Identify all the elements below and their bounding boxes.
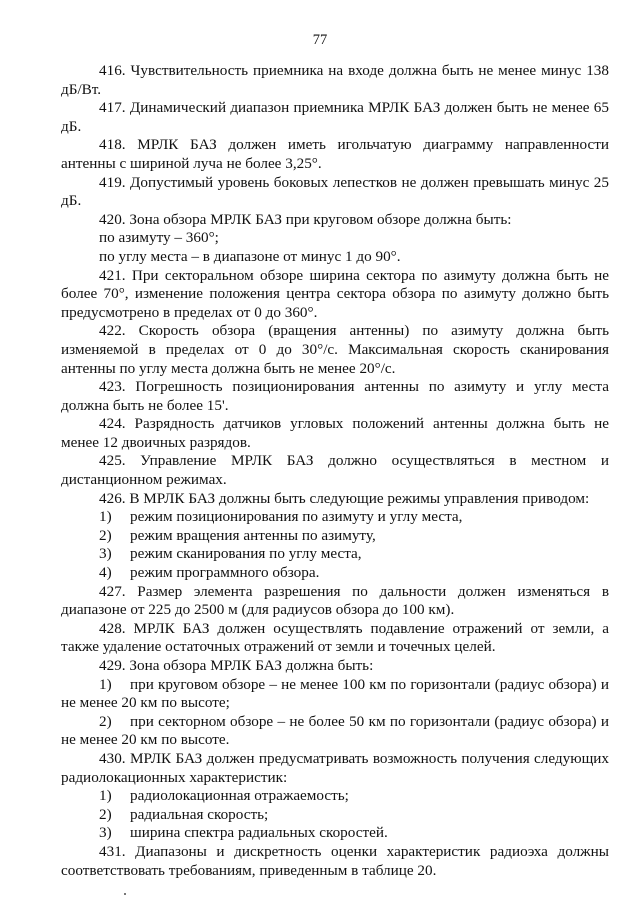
- page-number: 77: [312, 32, 328, 48]
- list-number: 4): [99, 564, 112, 582]
- paragraph-428: 428. МРЛК БАЗ должен осуществлять подавление отражений от земли, а также удаление остаточных отражений от земли и точечных целей.: [61, 619, 609, 656]
- list-text: режим сканирования по углу места,: [130, 545, 362, 563]
- list-text: ширина спектра радиальных скоростей.: [130, 824, 388, 842]
- list-item-426-1: [61, 508, 609, 527]
- list-number: 1): [99, 508, 112, 526]
- list-text: радиальная скорость;: [130, 805, 269, 823]
- paragraph-429: 429. Зона обзора МРЛК БАЗ должна быть:: [99, 657, 374, 674]
- list-item-429-2: [61, 713, 609, 750]
- list-number: 3): [99, 824, 112, 842]
- list-item-429-1: [61, 676, 609, 713]
- list-text: режим позиционирования по азимуту и углу места,: [130, 508, 463, 526]
- list-number: 1): [99, 787, 112, 805]
- list-item-430-3: [61, 824, 609, 843]
- list-text: радиолокационная отражаемость;: [130, 787, 349, 805]
- paragraph-422: 422. Скорость обзора (вращения антенны) по азимуту должна быть изменяемой в пределах от 0 до 30°/с. Максимальная скорость сканирования антенны по углу места должна быть не менее 20°/с.: [61, 322, 609, 377]
- paragraph-416: 416. Чувствительность приемника на входе должна быть не менее минус 138 дБ/Вт.: [61, 62, 609, 98]
- list-number: 2): [99, 712, 112, 730]
- paragraph-420-elevation: по углу места – в диапазоне от минус 1 до 90°.: [99, 247, 401, 265]
- paragraph-427: 427. Размер элемента разрешения по дальности должен изменяться в диапазоне от 225 до 2500 м (для радиусов обзора до 100 км).: [61, 582, 609, 619]
- document-body: [61, 62, 609, 880]
- list-text: режим программного обзора.: [130, 564, 320, 582]
- list-text: режим вращения антенны по азимуту,: [130, 526, 376, 544]
- paragraph-418: 418. МРЛК БАЗ должен иметь игольчатую диаграмму направленности антенны с шириной луча не более 3,25°.: [61, 136, 609, 172]
- paragraph-426: 426. В МРЛК БАЗ должны быть следующие режимы управления приводом:: [99, 489, 590, 507]
- paragraph-421: 421. При секторальном обзоре ширина сектора по азимуту должна быть не более 70°, изменение положения центра сектора обзора по азимуту должно быть предусмотрено в пределах от 0 до 360°.: [61, 266, 609, 321]
- list-item-426-4: [61, 564, 609, 583]
- list-item-430-1: [61, 787, 609, 806]
- paragraph-424: 424. Разрядность датчиков угловых положений антенны должна быть не менее 12 двоичных разрядов.: [61, 415, 609, 451]
- list-item-426-3: [61, 545, 609, 564]
- list-number: 3): [99, 545, 112, 563]
- list-number: 2): [99, 805, 112, 823]
- paragraph-420: 420. Зона обзора МРЛК БАЗ при круговом обзоре должна быть:: [99, 210, 512, 228]
- list-number: 1): [99, 675, 112, 693]
- list-text: при секторном обзоре – не более 50 км по горизонтали (радиус обзора) и не менее 20 км по высоте.: [61, 712, 609, 749]
- list-item-426-2: [61, 527, 609, 546]
- paragraph-420-azimuth: по азимуту – 360°;: [99, 229, 219, 247]
- paragraph-431: 431. Диапазоны и дискретность оценки характеристик радиоэха должны соответствовать требованиям, приведенным в таблице 20.: [61, 842, 609, 879]
- paragraph-419: 419. Допустимый уровень боковых лепестков не должен превышать минус 25 дБ.: [61, 173, 609, 210]
- list-item-430-2: [61, 806, 609, 825]
- scan-speck: [124, 893, 126, 895]
- paragraph-423: 423. Погрешность позиционирования антенны по азимуту и углу места должна быть не более 15'.: [61, 378, 609, 414]
- paragraph-430: 430. МРЛК БАЗ должен предусматривать возможность получения следующих радиолокационных характеристик:: [61, 749, 609, 786]
- paragraph-417: 417. Динамический диапазон приемника МРЛК БАЗ должен быть не менее 65 дБ.: [61, 99, 609, 135]
- list-text: при круговом обзоре – не менее 100 км по горизонтали (радиус обзора) и не менее 20 км по высоте;: [61, 675, 609, 712]
- list-number: 2): [99, 526, 112, 544]
- paragraph-425: 425. Управление МРЛК БАЗ должно осуществляться в местном и дистанционном режимах.: [61, 452, 609, 489]
